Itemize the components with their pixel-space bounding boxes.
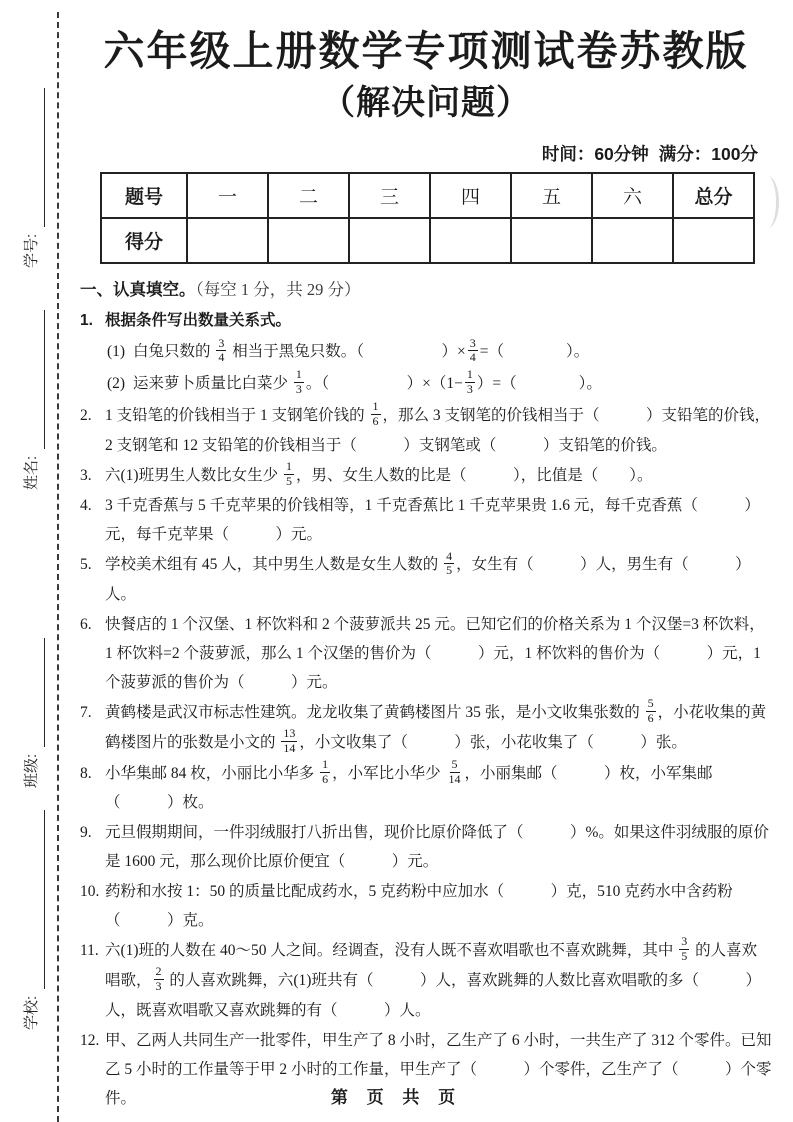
question-text: 1 支铅笔的价钱相当于 1 支钢笔价钱的 $\frac{1}{6}$ ，那么 3 支钢笔的价钱相当于（ ）支铅笔的价钱，2 支钢笔和 12 支铅笔的价钱相当于（ ）支钢笔或（ ）支铅笔的价钱。 <box>105 399 771 454</box>
write-in-blank-line <box>25 638 45 747</box>
write-in-blank-line <box>25 810 45 989</box>
question-item <box>80 401 772 460</box>
question-item <box>80 936 772 1024</box>
score-cell-empty <box>592 218 673 263</box>
question-item <box>80 698 772 757</box>
student-info-label: 学号: <box>22 233 40 268</box>
score-cell-empty <box>349 218 430 263</box>
sub-question-text: 运来萝卜质量比白菜少 $\frac{1}{3}$ 。（ ）×（1− $\frac{1}{3}$ ）=（ ）。 <box>133 367 602 397</box>
fraction: $\frac{2}{3}$ <box>155 964 162 993</box>
fraction: $\frac{3}{4}$ <box>218 335 225 365</box>
section-points-note: （每空 1 分，共 29 分） <box>195 280 361 300</box>
question-number: 10. <box>80 883 100 901</box>
question-item <box>80 756 772 818</box>
question-text: 甲、乙两人共同生产一批零件，甲生产了 8 小时，乙生产了 6 小时，一共生产了 312 个零件。已知乙 5 小时的工作量等于甲 2 小时的工作量，甲生产了（ ）个零件，乙生产了（ ）个零件。 <box>105 1031 772 1107</box>
score-table <box>100 172 755 264</box>
question-text: 元旦假期期间，一件羽绒服打八折出售，现价比原价降低了（ ）%。如果这件羽绒服的原价是 1600 元，那么现价比原价便宜（ ）元。 <box>105 824 769 871</box>
sub-question-text: 白兔只数的 $\frac{3}{4}$ 相当于黑兔只数。（ ）× $\frac{3}{4}$ =（ ）。 <box>133 335 590 365</box>
score-table-column-header: 四 <box>430 173 511 218</box>
paper-subtitle: （解决问题） <box>321 84 531 123</box>
question-number: 1. <box>80 312 93 330</box>
score-table-column-header: 六 <box>592 173 673 218</box>
score-cell-empty <box>430 218 511 263</box>
question-text: 学校美术组有 45 人，其中男生人数是女生人数的 $\frac{4}{5}$ ，女生有（ ）人，男生有（ ）人。 <box>105 548 751 604</box>
fraction: $\frac{13}{14}$ <box>283 725 296 755</box>
sub-question-item <box>105 369 772 399</box>
fraction: $\frac{1}{5}$ <box>285 458 292 488</box>
section-title: 一、认真填空。 <box>80 281 196 300</box>
fraction: $\frac{1}{6}$ <box>322 756 329 786</box>
fraction: $\frac{1}{3}$ <box>295 367 302 397</box>
scan-curl-artifact <box>756 176 779 228</box>
score-table-header-row <box>101 173 754 218</box>
fraction: $\frac{3}{4}$ <box>469 335 476 365</box>
student-info-field <box>15 310 45 490</box>
sub-question-number: (2) <box>107 375 126 393</box>
sub-question-item <box>105 337 772 367</box>
score-table-column-header: 三 <box>349 173 430 218</box>
question-text: 小华集邮 84 枚，小丽比小华多 $\frac{1}{6}$ ，小军比小华少 $\frac{5}{14}$ ，小丽集邮（ ）枚，小军集邮（ ）枚。 <box>105 756 713 812</box>
score-table-score-row <box>101 218 754 263</box>
question-number: 6. <box>80 616 92 634</box>
fraction: $\frac{5}{6}$ <box>647 696 654 726</box>
score-table-row-label-score: 得分 <box>101 218 187 263</box>
score-cell-empty <box>268 218 349 263</box>
questions-list <box>80 306 772 1112</box>
student-info-field <box>15 88 45 268</box>
score-table-column-header: 二 <box>268 173 349 218</box>
question-number: 2. <box>80 406 92 424</box>
score-cell-empty <box>187 218 268 263</box>
question-number: 5. <box>80 556 92 574</box>
student-info-field <box>15 638 45 788</box>
question-text: 六(1)班的人数在 40～50 人之间。经调查，没有人既不喜欢唱歌也不喜欢跳舞，其中 $\frac{3}{5}$ 的人喜欢唱歌， $\frac{2}{3}$ 的人喜欢跳舞，六(1)班共有（ ）人，喜欢跳舞的人数比喜欢唱歌的多（ ）人，既喜欢唱歌又喜欢跳舞的有（ ）人。 <box>105 934 761 1019</box>
question-number: 3. <box>80 466 92 484</box>
question-number: 8. <box>80 764 92 782</box>
question-item <box>80 610 772 697</box>
fraction: $\frac{1}{3}$ <box>466 367 473 397</box>
time-limit-label: 时间：60分钟 <box>541 144 649 165</box>
paper-title: 六年级上册数学专项测试卷苏教版 <box>103 28 749 74</box>
write-in-blank-line <box>25 310 45 449</box>
question-item <box>80 550 772 609</box>
score-cell-empty <box>673 218 754 263</box>
full-score-label: 满分：100分 <box>658 144 758 165</box>
fraction: $\frac{3}{5}$ <box>681 934 688 964</box>
question-number: 7. <box>80 704 92 722</box>
time-score-info <box>80 141 758 166</box>
page-footer: 第 页 共 页 <box>330 1088 463 1107</box>
score-table-column-header: 五 <box>511 173 592 218</box>
score-table-column-header: 总分 <box>673 173 754 218</box>
fraction: $\frac{1}{6}$ <box>372 399 379 428</box>
question-text: 黄鹤楼是武汉市标志性建筑。龙龙收集了黄鹤楼图片 35 张，是小文收集张数的 $\frac{5}{6}$ ，小花收集的黄鹤楼图片的张数是小文的 $\frac{13}{14}$ ，小文收集了（ ）张，小花收集了（ ）张。 <box>105 696 767 755</box>
student-info-field <box>15 810 45 1030</box>
student-info-label: 班级: <box>22 753 40 788</box>
question-number: 9. <box>80 824 92 842</box>
question-item <box>80 306 772 398</box>
write-in-blank-line <box>25 88 45 227</box>
paper-content <box>80 16 772 1114</box>
question-text: 药粉和水按 1：50 的质量比配成药水，5 克药粉中应加水（ ）克，510 克药水中含药粉（ ）克。 <box>105 883 733 930</box>
question-item <box>80 491 772 549</box>
question-item <box>80 818 772 876</box>
fraction: $\frac{5}{14}$ <box>448 756 461 786</box>
question-text: 六(1)班男生人数比女生少 $\frac{1}{5}$ ，男、女生人数的比是（ ），比值是（ ）。 <box>105 458 653 488</box>
question-number: 12. <box>80 1031 100 1049</box>
question-text: 快餐店的 1 个汉堡、1 杯饮料和 2 个菠萝派共 25 元。已知它们的价格关系为 1 个汉堡=3 杯饮料，1 杯饮料=2 个菠萝派，那么 1 个汉堡的售价为（ ）元，1 杯饮料的售价为（ ）元，1 个菠萝派的售价为（ ）元。 <box>105 616 765 692</box>
question-item <box>80 458 772 491</box>
question-item <box>80 877 772 935</box>
sub-question-number: (1) <box>107 343 126 361</box>
student-info-label: 姓名: <box>22 455 40 490</box>
score-table-row-label-question-number: 题号 <box>101 173 187 218</box>
question-number: 11. <box>80 942 99 960</box>
score-cell-empty <box>511 218 592 263</box>
student-info-label: 学校: <box>22 995 40 1030</box>
fraction: $\frac{4}{5}$ <box>446 548 453 578</box>
question-text: 根据条件写出数量关系式。 <box>105 312 292 330</box>
binding-dashed-line <box>57 12 59 1122</box>
question-number: 4. <box>80 497 92 515</box>
section-one-header <box>80 279 772 301</box>
score-table-column-header: 一 <box>187 173 268 218</box>
question-text: 3 千克香蕉与 5 千克苹果的价钱相等，1 千克香蕉比 1 千克苹果贵 1.6 元，每千克香蕉（ ）元，每千克苹果（ ）元。 <box>105 497 760 544</box>
